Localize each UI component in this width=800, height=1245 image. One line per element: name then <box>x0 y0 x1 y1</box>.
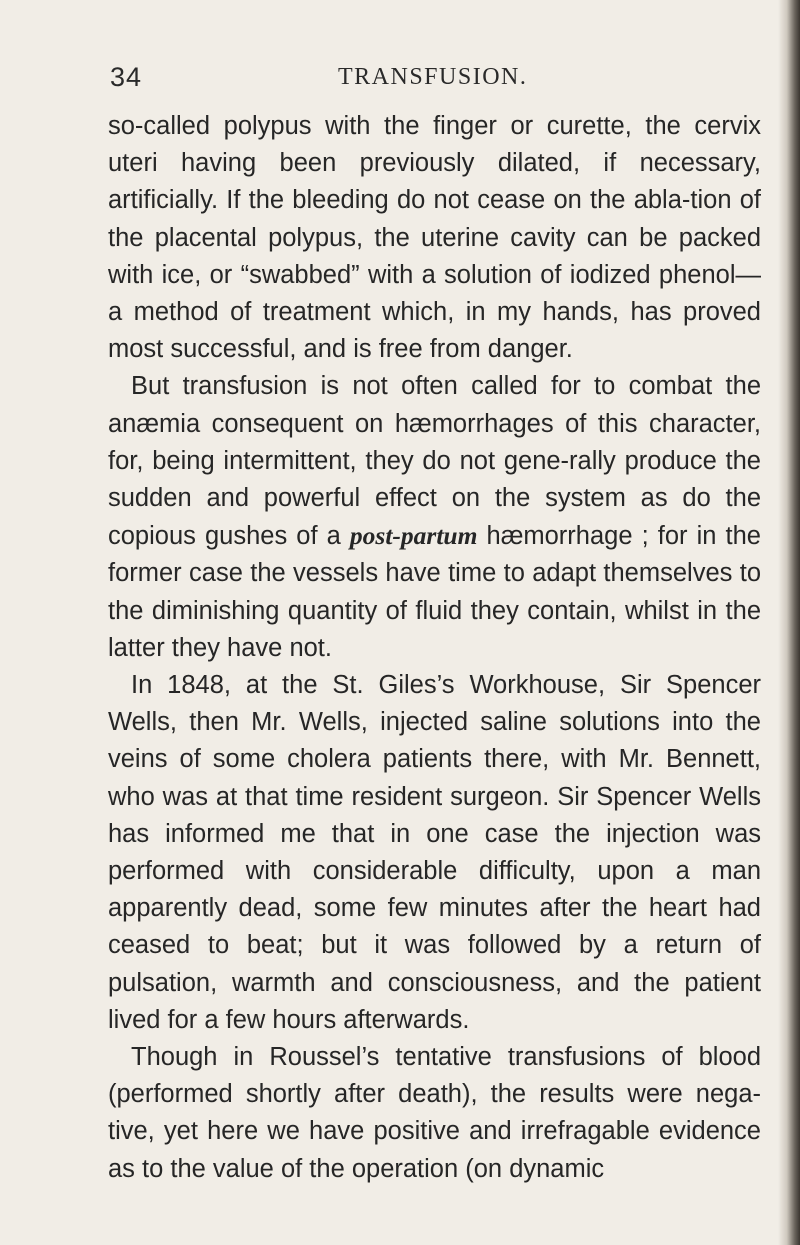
paragraph-transfusion-anaemia <box>108 368 761 667</box>
page-binding-edge <box>778 0 800 1245</box>
italic-term: post-partum <box>349 521 478 551</box>
paragraph-text-after: hæmorrhage ; for in the former case the vessels have time to adapt themselves to the diminishing quantity of fluid they contain, whilst in the latter they have not. <box>108 522 761 662</box>
running-title: TRANSFUSION. <box>338 64 528 90</box>
paragraph-continued: so-called polypus with the finger or curette, the cervix uteri having been previously dilated, if necessary, artificially. If the bleeding do not cease on the abla-tion of the placental polypus, the uterine cavity can be packed with ice, or “swabbed” with a solution of iodized phenol—a method of treatment which, in my hands, has proved most successful, and is free from danger. <box>108 112 761 364</box>
paragraph-1848-case: In 1848, at the St. Giles’s Workhouse, Sir Spencer Wells, then Mr. Wells, injected saline solutions into the veins of some cholera patients there, with Mr. Bennett, who was at that time resident surgeon. Sir Spencer Wells has informed me that in one case the injection was performed with considerable difficulty, upon a man apparently dead, some few minutes after the heart had ceased to beat; but it was followed by a return of pulsation, warmth and consciousness, and the patient lived for a few hours afterwards. <box>108 671 761 1034</box>
page-number: 34 <box>110 62 143 92</box>
paragraph-roussel: Though in Roussel’s tentative transfusions of blood (performed shortly after death), the results were nega-tive, yet here we have positive and irrefragable evidence as to the value of the operation (on dynamic <box>108 1043 761 1183</box>
body-text <box>108 108 761 1188</box>
page-header <box>110 62 760 102</box>
paragraph-text-before: But transfusion is not often called for to combat the anæmia consequent on hæmorrhages of this character, for, being intermittent, they do not gene-rally produce the sudden and powerful effect on the system as do the copious gushes of a <box>108 372 761 551</box>
